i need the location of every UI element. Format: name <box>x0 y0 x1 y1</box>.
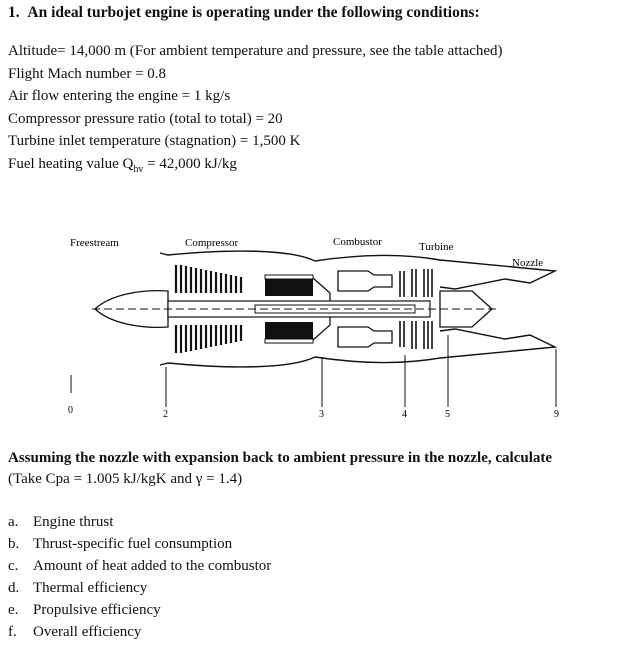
combustor-can-bottom <box>338 327 392 347</box>
diffuser-top <box>313 278 330 301</box>
condition-pressure-ratio: Compressor pressure ratio (total to total) = 20 <box>8 110 283 127</box>
assumption-line-2: (Take Cpa = 1.005 kJ/kgK and γ = 1.4) <box>8 471 243 487</box>
list-letter: f. <box>8 624 17 640</box>
condition-fuel-heating-value <box>8 153 503 176</box>
label-combustor: Combustor <box>333 236 382 248</box>
list-letter: b. <box>8 536 20 552</box>
label-nozzle: Nozzle <box>512 257 544 269</box>
question-title: 1. An ideal turbojet engine is operating under the following conditions: <box>8 4 480 21</box>
task-list <box>8 514 271 646</box>
station-4: 4 <box>402 409 407 420</box>
hp-compressor-top <box>265 278 313 296</box>
diffuser-bottom <box>313 317 330 340</box>
list-letter: a. <box>8 514 19 530</box>
list-item <box>8 580 271 602</box>
condition-turbine-inlet-temp: Turbine inlet temperature (stagnation) = 1,500 K <box>8 133 301 149</box>
hp-compressor-cap-bottom <box>265 339 313 343</box>
station-lines <box>71 335 556 407</box>
compressor-blades-top <box>176 265 241 293</box>
station-9: 9 <box>554 409 559 420</box>
fuel-suffix: = 42,000 kJ/kg <box>143 155 237 172</box>
turbine-blades-bottom <box>400 321 432 349</box>
list-item <box>8 514 271 536</box>
turbojet-diagram <box>0 225 617 430</box>
list-text: Thrust-specific fuel consumption <box>33 536 233 552</box>
assumption-block <box>8 450 552 488</box>
condition-altitude: Altitude= 14,000 m (For ambient temperature and pressure, see the table attached) <box>8 43 503 59</box>
station-0: 0 <box>68 405 73 416</box>
list-text: Engine thrust <box>33 514 114 530</box>
hp-compressor-cap-top <box>265 275 313 279</box>
list-letter: c. <box>8 558 19 574</box>
list-item <box>8 536 271 558</box>
list-letter: d. <box>8 580 20 596</box>
label-freestream: Freestream <box>70 237 119 249</box>
fuel-subscript: hv <box>133 163 144 175</box>
condition-mach: Flight Mach number = 0.8 <box>8 65 167 82</box>
list-item <box>8 558 271 580</box>
list-text: Propulsive efficiency <box>33 602 161 618</box>
fuel-prefix: Fuel heating value Q <box>8 155 134 172</box>
list-letter: e. <box>8 602 19 618</box>
hp-compressor-bottom <box>265 322 313 340</box>
label-turbine: Turbine <box>419 241 454 253</box>
condition-airflow: Air flow entering the engine = 1 kg/s <box>8 88 231 104</box>
turbine-blades-top <box>400 269 432 297</box>
list-text: Thermal efficiency <box>33 580 148 596</box>
list-item <box>8 602 271 624</box>
station-2: 2 <box>163 409 168 420</box>
label-compressor: Compressor <box>185 237 239 249</box>
station-5: 5 <box>445 409 450 420</box>
compressor-blades-bottom <box>176 325 241 353</box>
list-text: Overall efficiency <box>33 624 142 640</box>
list-text: Amount of heat added to the combustor <box>33 558 272 574</box>
assumption-line-1: Assuming the nozzle with expansion back to ambient pressure in the nozzle, calculate <box>8 450 553 466</box>
list-item <box>8 624 271 646</box>
station-3: 3 <box>319 409 324 420</box>
conditions-block <box>8 40 503 175</box>
combustor-can-top <box>338 271 392 291</box>
